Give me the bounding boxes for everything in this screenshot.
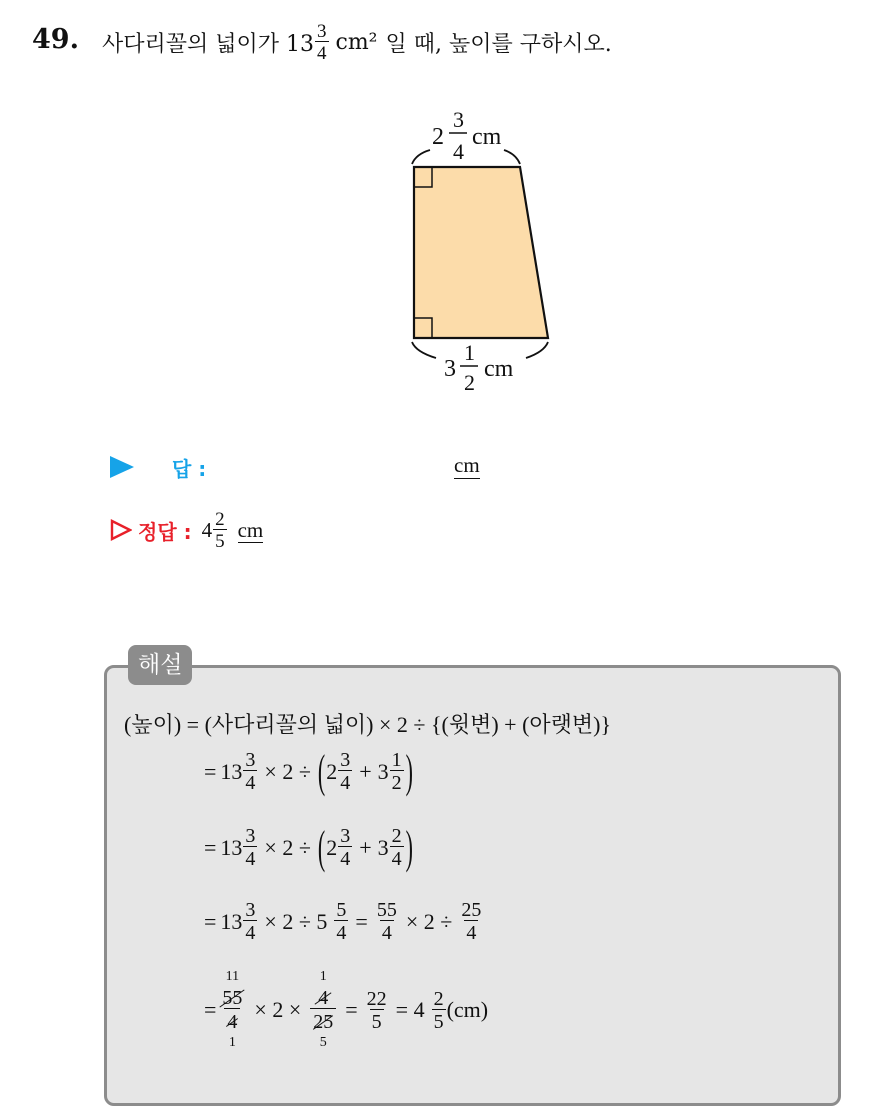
explanation-line-2: [204, 744, 414, 797]
fraction-den: 4: [336, 922, 347, 944]
fraction-num: 3: [245, 825, 256, 847]
bottom-label-den: 2: [464, 370, 475, 395]
eq-sign: =: [345, 997, 358, 1022]
operator: × 2 ×: [254, 997, 302, 1022]
left-paren: (: [317, 744, 326, 797]
top-label-unit: cm: [472, 124, 502, 150]
fraction: [338, 750, 352, 793]
fraction-num: 3: [245, 749, 256, 771]
fraction-den: 2: [391, 772, 402, 794]
fraction-num: 5: [336, 899, 347, 921]
question-text-before: 사다리꼴의 넓이가 13: [102, 32, 314, 57]
answer-row: [110, 452, 206, 482]
fraction: [375, 900, 399, 943]
correct-den: 5: [215, 530, 225, 552]
top-brace-right: [504, 150, 520, 164]
top-brace-left: [412, 150, 430, 164]
area-fraction-den: 4: [317, 43, 327, 64]
explanation-line-5: [204, 970, 488, 1050]
fraction-den: 4: [245, 848, 256, 870]
canceled-fraction: [310, 970, 336, 1050]
result-unit: (cm): [446, 997, 489, 1022]
fraction-den: 4: [340, 772, 351, 794]
mixed-whole: 3: [377, 758, 389, 784]
mixed-whole: 2: [326, 758, 338, 784]
answer-unit: cm: [454, 453, 480, 477]
area-fraction: [315, 22, 329, 63]
fraction: [338, 826, 352, 869]
correct-num: 2: [215, 508, 225, 530]
area-fraction-num: 3: [317, 21, 327, 42]
fraction-num: 2: [391, 825, 402, 847]
mixed-whole: 13: [220, 758, 243, 784]
explanation-line-1: [124, 708, 611, 739]
correct-unit: cm: [237, 517, 264, 542]
correct-fraction: [213, 510, 227, 551]
canceled-den: 4: [227, 1011, 238, 1033]
top-label-num: 3: [453, 107, 464, 132]
fraction-num: 25: [461, 899, 482, 921]
fraction: [243, 750, 257, 793]
reduced-num: 1: [319, 969, 327, 984]
question-text-after: 일 때, 높이를 구하시오.: [385, 32, 612, 57]
fraction-num: 1: [391, 749, 402, 771]
fraction: [243, 900, 257, 943]
correct-value: [202, 510, 228, 551]
eq-sign: =: [204, 758, 217, 784]
eq-sign: =: [355, 908, 368, 934]
fraction-den: 4: [391, 848, 402, 870]
trapezoid-figure: [400, 100, 570, 400]
correct-label: 정답 :: [138, 519, 192, 544]
explanation-line-3: [204, 820, 414, 873]
trapezoid-shape: [414, 167, 548, 338]
bottom-brace-right: [526, 342, 548, 358]
operator: +: [359, 758, 372, 784]
fraction: [390, 750, 404, 793]
canceled-num: 55: [219, 988, 245, 1008]
correct-whole: 4: [201, 517, 213, 542]
fraction-den: 4: [381, 922, 392, 944]
right-paren: ): [405, 820, 413, 873]
operator: × 2 ÷ 5: [264, 908, 328, 934]
fraction-den: 4: [466, 922, 477, 944]
bottom-label-whole: 3: [444, 356, 456, 382]
fraction: [365, 989, 389, 1032]
fraction: [243, 826, 257, 869]
operator: +: [359, 834, 372, 860]
canceled-num: 4: [315, 988, 331, 1008]
eq-sign: =: [204, 908, 217, 934]
fraction-num: 3: [245, 899, 256, 921]
fraction-den: 4: [245, 772, 256, 794]
canceled-den: 25: [313, 1011, 334, 1033]
top-label-whole: 2: [432, 124, 444, 150]
canceled-fraction: [219, 970, 245, 1050]
eq-sign: =: [204, 997, 217, 1022]
explanation-line-4: [204, 900, 484, 943]
mixed-whole: 13: [220, 908, 243, 934]
question-text: [102, 22, 612, 63]
mixed-whole: 2: [326, 834, 338, 860]
fraction-den: 5: [433, 1010, 444, 1033]
fraction-num: 2: [433, 987, 444, 1010]
eq-sign: =: [204, 834, 217, 860]
outline-arrow-icon: [110, 519, 132, 541]
mixed-whole: 3: [377, 834, 389, 860]
eq-sign: = 4: [395, 997, 425, 1022]
explanation-tab: 해설: [128, 645, 192, 685]
reduced-den: 1: [228, 1035, 236, 1050]
operator: × 2 ÷: [264, 834, 311, 860]
left-paren: (: [317, 820, 326, 873]
fraction-num: 3: [340, 749, 351, 771]
question-number: 49.: [32, 24, 79, 55]
fraction: [334, 900, 348, 943]
trapezoid-svg: [400, 100, 570, 400]
fraction: [390, 826, 404, 869]
fraction-num: 3: [340, 825, 351, 847]
reduced-den: 5: [319, 1035, 327, 1050]
bottom-label-num: 1: [464, 340, 475, 365]
fraction-num: 55: [376, 899, 397, 921]
answer-label: 답 :: [172, 456, 207, 481]
fraction-den: 5: [371, 1010, 382, 1033]
mixed-whole: 13: [220, 834, 243, 860]
fraction: [459, 900, 483, 943]
top-label-den: 4: [453, 139, 464, 164]
formula-text: (높이) = (사다리꼴의 넓이) × 2 ÷ {(윗변) + (아랫변)}: [124, 712, 612, 737]
play-arrow-icon: [110, 456, 134, 478]
fraction: [432, 989, 446, 1032]
fraction-den: 4: [340, 848, 351, 870]
bottom-label-unit: cm: [484, 356, 514, 382]
operator: × 2 ÷: [264, 758, 311, 784]
correct-answer-row: [110, 498, 263, 562]
fraction-num: 22: [366, 987, 387, 1010]
bottom-brace-left: [412, 342, 436, 358]
right-paren: ): [405, 744, 413, 797]
reduced-num: 11: [225, 969, 240, 984]
fraction-den: 4: [245, 922, 256, 944]
operator: × 2 ÷: [405, 908, 453, 934]
area-unit: cm²: [335, 30, 378, 55]
